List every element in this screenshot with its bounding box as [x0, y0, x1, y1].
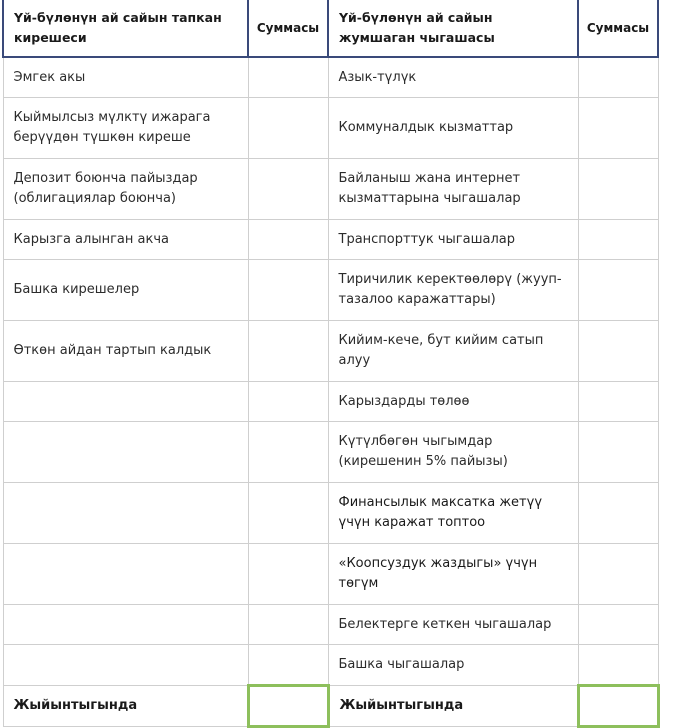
expense-amount-cell[interactable]: [578, 605, 658, 645]
income-item: Өткөн айдан тартып калдык: [3, 321, 248, 382]
expense-amount-cell[interactable]: [578, 544, 658, 605]
income-amount-cell[interactable]: [248, 220, 328, 260]
expense-amount-cell[interactable]: [578, 159, 658, 220]
expense-amount-cell[interactable]: [578, 645, 658, 686]
income-total-label: Жыйынтыгында: [3, 686, 248, 727]
expense-item: Кийим-кече, бут кийим сатып алуу: [328, 321, 578, 382]
expense-sum-column-header: Суммасы: [578, 0, 658, 57]
income-amount-cell[interactable]: [248, 260, 328, 321]
table-row: [3, 645, 658, 686]
income-item: [3, 605, 248, 645]
income-amount-cell[interactable]: [248, 382, 328, 422]
expense-amount-cell[interactable]: [578, 382, 658, 422]
income-item: Карызга алынган акча: [3, 220, 248, 260]
table-row: [3, 382, 658, 422]
income-amount-cell[interactable]: [248, 98, 328, 159]
income-column-header: Үй-бүлөнүн ай сайын тапкан кирешеси: [3, 0, 248, 57]
expense-item: Башка чыгашалар: [328, 645, 578, 686]
income-total-amount-cell[interactable]: [248, 686, 328, 727]
income-amount-cell[interactable]: [248, 57, 328, 98]
income-amount-cell[interactable]: [248, 321, 328, 382]
income-amount-cell[interactable]: [248, 483, 328, 544]
expense-total-amount-cell[interactable]: [578, 686, 658, 727]
income-item: [3, 544, 248, 605]
income-amount-cell[interactable]: [248, 422, 328, 483]
expense-total-label: Жыйынтыгында: [328, 686, 578, 727]
expense-amount-cell[interactable]: [578, 98, 658, 159]
table-row: [3, 57, 658, 98]
budget-table: [2, 0, 660, 728]
table-row: [3, 321, 658, 382]
income-item: [3, 422, 248, 483]
expense-amount-cell[interactable]: [578, 260, 658, 321]
expense-item: Белектерге кеткен чыгашалар: [328, 605, 578, 645]
expense-amount-cell[interactable]: [578, 57, 658, 98]
income-item: Депозит боюнча пайыздар (облигациялар боюнча): [3, 159, 248, 220]
income-item: Башка кирешелер: [3, 260, 248, 321]
total-row: [3, 686, 658, 727]
table-header-row: [3, 0, 658, 57]
table-row: [3, 544, 658, 605]
expense-amount-cell[interactable]: [578, 483, 658, 544]
expense-column-header: Үй-бүлөнүн ай сайын жумшаган чыгашасы: [328, 0, 578, 57]
table-row: [3, 159, 658, 220]
expense-item: Коммуналдык кызматтар: [328, 98, 578, 159]
table-row: [3, 422, 658, 483]
table-row: [3, 260, 658, 321]
income-item: [3, 382, 248, 422]
income-item: [3, 483, 248, 544]
expense-item: Тиричилик керектөөлөрү (жууп-тазалоо каражаттары): [328, 260, 578, 321]
expense-item: «Коопсуздук жаздыгы» үчүн төгүм: [328, 544, 578, 605]
table-row: [3, 483, 658, 544]
expense-item: Күтүлбөгөн чыгымдар (кирешенин 5% пайызы): [328, 422, 578, 483]
income-amount-cell[interactable]: [248, 544, 328, 605]
income-sum-column-header: Суммасы: [248, 0, 328, 57]
expense-item: Транспорттук чыгашалар: [328, 220, 578, 260]
expense-amount-cell[interactable]: [578, 321, 658, 382]
income-amount-cell[interactable]: [248, 159, 328, 220]
income-item: [3, 645, 248, 686]
expense-amount-cell[interactable]: [578, 422, 658, 483]
expense-item: Азык-түлүк: [328, 57, 578, 98]
income-amount-cell[interactable]: [248, 645, 328, 686]
table-row: [3, 98, 658, 159]
expense-item: Карыздарды төлөө: [328, 382, 578, 422]
table-row: [3, 605, 658, 645]
table-row: [3, 220, 658, 260]
income-amount-cell[interactable]: [248, 605, 328, 645]
expense-amount-cell[interactable]: [578, 220, 658, 260]
expense-item: Финансылык максатка жетүү үчүн каражат топтоо: [328, 483, 578, 544]
income-item: Эмгек акы: [3, 57, 248, 98]
income-item: Кыймылсыз мүлктү ижарага берүүдөн түшкөн киреше: [3, 98, 248, 159]
expense-item: Байланыш жана интернет кызматтарына чыгашалар: [328, 159, 578, 220]
